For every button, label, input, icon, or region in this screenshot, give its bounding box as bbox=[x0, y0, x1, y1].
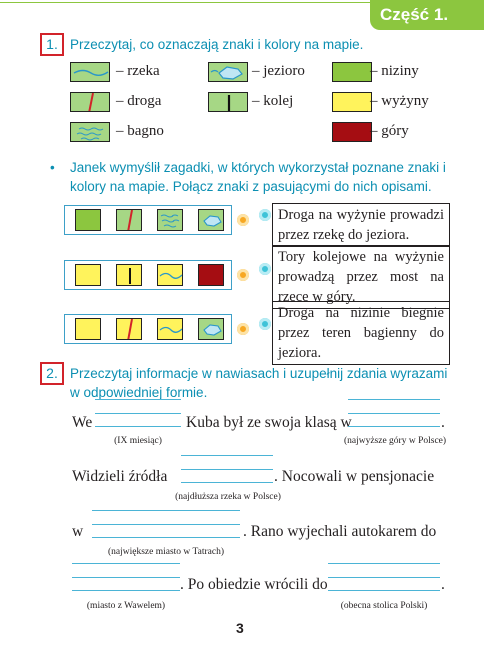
answer-line[interactable] bbox=[95, 426, 181, 427]
answer-line[interactable] bbox=[181, 469, 273, 470]
answer-line[interactable] bbox=[72, 563, 180, 564]
description-1: Droga na wyżynie prowadzi przez rzekę do jeziora. bbox=[272, 203, 450, 247]
answer-line[interactable] bbox=[328, 590, 440, 591]
subtask-instruction: Janek wymyślił zagadki, w których wykorzystał poznane znaki i kolory na mapie. Połącz znaki z pasującymi do nich opisami. bbox=[70, 160, 446, 194]
answer-line[interactable] bbox=[95, 399, 181, 400]
lake-symbol-icon bbox=[208, 62, 248, 82]
answer-line[interactable] bbox=[181, 455, 273, 456]
swamp-symbol-icon bbox=[70, 122, 110, 142]
lowland-color-icon bbox=[75, 209, 101, 231]
connector-dot-group-3[interactable] bbox=[237, 323, 249, 335]
legend-label-upland: – wyżyny bbox=[370, 93, 429, 109]
lake-symbol-icon bbox=[198, 318, 224, 340]
task-2-number: 2. bbox=[40, 362, 64, 385]
task-2-instruction: Przeczytaj informacje w nawiasach i uzupełnij zdania wyrazami w odpowiedniej formie. bbox=[70, 366, 448, 400]
river-symbol-icon bbox=[157, 318, 183, 340]
sentence-4-middle: . Po obiedzie wrócili do bbox=[180, 576, 328, 593]
hint-mountains: (najwyższe góry w Polsce) bbox=[343, 436, 447, 446]
upland-color-icon bbox=[332, 92, 372, 112]
railway-symbol-icon bbox=[116, 264, 142, 286]
part-label: Część 1. bbox=[380, 5, 449, 24]
answer-line[interactable] bbox=[348, 426, 440, 427]
legend-label-railway: – kolej bbox=[252, 93, 294, 109]
river-symbol-icon bbox=[157, 264, 183, 286]
swamp-symbol-icon bbox=[157, 209, 183, 231]
connector-dot-group-2[interactable] bbox=[237, 269, 249, 281]
answer-line[interactable] bbox=[328, 577, 440, 578]
answer-line[interactable] bbox=[95, 413, 181, 414]
sentence-3-w: w bbox=[72, 523, 84, 540]
description-2: Tory kolejowe na wyżynie prowadzą przez most na rzece w góry. bbox=[272, 245, 450, 309]
legend-label-lake: – jezioro bbox=[252, 63, 305, 79]
answer-line[interactable] bbox=[92, 510, 240, 511]
lowland-color-icon bbox=[332, 62, 372, 82]
upland-color-icon bbox=[75, 318, 101, 340]
legend-label-swamp: – bagno bbox=[116, 123, 164, 139]
road-symbol-icon bbox=[116, 209, 142, 231]
legend-label-lowland: – niziny bbox=[370, 63, 419, 79]
sentence-1-we: We bbox=[72, 414, 93, 431]
page-number: 3 bbox=[236, 620, 244, 636]
sentence-3-middle: . Rano wyjechali autokarem do bbox=[243, 523, 437, 540]
header-rule bbox=[0, 2, 370, 21]
description-3: Droga na nizinie biegnie przez teren bagienny do jeziora. bbox=[272, 301, 450, 365]
answer-line[interactable] bbox=[348, 413, 440, 414]
legend-label-road: – droga bbox=[116, 93, 162, 109]
river-symbol-icon bbox=[70, 62, 110, 82]
answer-line[interactable] bbox=[92, 537, 240, 538]
connector-dot-group-1[interactable] bbox=[237, 214, 249, 226]
road-symbol-icon bbox=[116, 318, 142, 340]
bullet: • bbox=[50, 160, 55, 175]
lake-symbol-icon bbox=[198, 209, 224, 231]
upland-color-icon bbox=[75, 264, 101, 286]
answer-line[interactable] bbox=[181, 482, 273, 483]
answer-line[interactable] bbox=[328, 563, 440, 564]
sentence-2-start: Widzieli źródła bbox=[72, 468, 168, 485]
connector-dot-desc-1[interactable] bbox=[259, 209, 271, 221]
answer-line[interactable] bbox=[92, 524, 240, 525]
sentence-1-middle: Kuba był ze swoja klasą w bbox=[186, 414, 352, 431]
mountain-color-icon bbox=[332, 122, 372, 142]
task-1-instruction: Przeczytaj, co oznaczają znaki i kolory na mapie. bbox=[70, 37, 364, 52]
answer-line[interactable] bbox=[348, 399, 440, 400]
answer-line[interactable] bbox=[72, 577, 180, 578]
sentence-1-end: . bbox=[441, 414, 445, 431]
connector-dot-desc-2[interactable] bbox=[259, 263, 271, 275]
hint-town: (największe miasto w Tatrach) bbox=[107, 547, 225, 557]
task-1-number: 1. bbox=[40, 33, 64, 56]
hint-river: (najdłuższa rzeka w Polsce) bbox=[175, 492, 281, 502]
legend-label-mountain: – góry bbox=[370, 123, 409, 139]
hint-month: (IX miesiąc) bbox=[114, 436, 162, 446]
railway-symbol-icon bbox=[208, 92, 248, 112]
answer-line[interactable] bbox=[72, 590, 180, 591]
legend-label-river: – rzeka bbox=[116, 63, 160, 79]
sentence-4-end: . bbox=[441, 576, 445, 593]
connector-dot-desc-3[interactable] bbox=[259, 318, 271, 330]
hint-capital: (obecna stolica Polski) bbox=[340, 601, 428, 611]
hint-wawel: (miasto z Wawelem) bbox=[86, 601, 166, 611]
mountain-color-icon bbox=[198, 264, 224, 286]
road-symbol-icon bbox=[70, 92, 110, 112]
sentence-2-middle: . Nocowali w pensjonacie bbox=[274, 468, 435, 485]
